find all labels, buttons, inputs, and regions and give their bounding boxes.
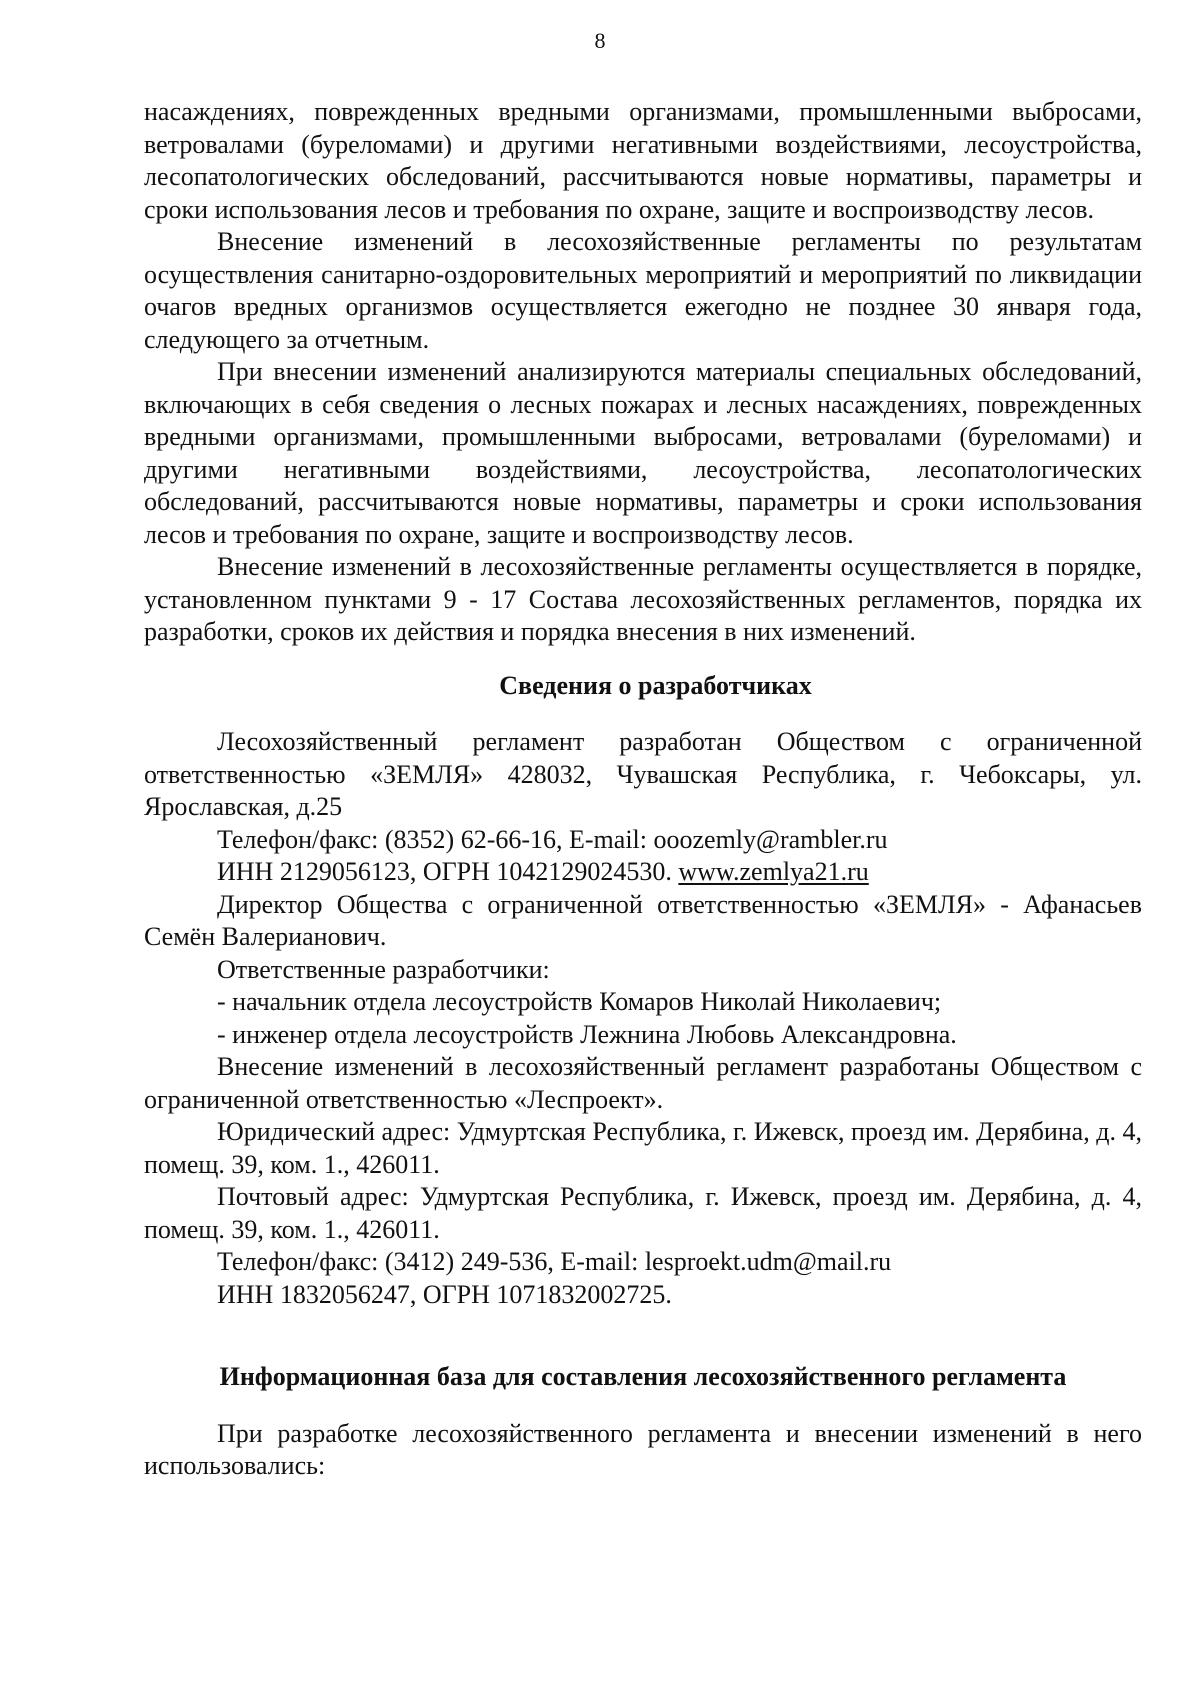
responsible-item: - начальник отдела лесоустройств Комаров Николай Николаевич; xyxy=(217,987,942,1016)
info-base-text: При разработке лесохозяйственного регламента и внесении изменений в него использовались: xyxy=(144,1418,1142,1480)
paragraph-sanitary-changes: Внесение изменений в лесохозяйственные регламенты по результатам осуществления санитарно-оздоровительных мероприятий и мероприятий по ликвидации очагов вредных организмов осуществляется ежегодно не позднее 30 января года, следующего за отчетным. xyxy=(144,227,1142,354)
section-heading-developers: Сведения о разработчиках xyxy=(499,670,812,700)
paragraph-procedure: Внесение изменений в лесохозяйственные регламенты осуществляется в порядке, установленном пунктами 9 - 17 Состава лесохозяйственных регламентов, порядка их разработки, сроков их действия и порядка внесения в них изменений. xyxy=(144,552,1142,646)
developer2-inn: ИНН 1832056247, ОГРН 1071832002725. xyxy=(217,1279,672,1309)
paragraph-analysis: При внесении изменений анализируются материалы специальных обследований, включающих в себя сведения о лесных пожарах и лесных насаждениях, поврежденных вредными организмами, промышленными выбросами, ветровалами (буреломами) и другими негативными воздействиями, лесоустройства, лесопатологических обследований, рассчитываются новые нормативы, параметры и сроки использования лесов и требования по охране, защите и воспроизводству лесов. xyxy=(144,357,1142,549)
website-link[interactable]: www.zemlya21.ru xyxy=(678,857,869,886)
developer2-phone: Телефон/факс: (3412) 249-536, E-mail: lesproekt.udm@mail.ru xyxy=(217,1247,892,1276)
responsible-label: Ответственные разработчики: xyxy=(217,954,550,984)
developer-intro: Лесохозяйственный регламент разработан Обществом с ограниченной ответственностью «ЗЕМЛЯ» 428032, Чувашская Республика, г. Чебоксары, ул. Ярославская, д.25 xyxy=(144,727,1142,821)
section-heading-info-base: Информационная база для составления лесохозяйственного регламента xyxy=(219,1362,1067,1391)
developer-inn: ИНН 2129056123, ОГРН 1042129024530. xyxy=(217,857,679,886)
developer-phone: Телефон/факс: (8352) 62-66-16, E-mail: ooozemly@rambler.ru xyxy=(217,824,888,854)
paragraph-continuation: насаждениях, поврежденных вредными организмами, промышленными выбросами, ветровалами (буреломами) и другими негативными воздействиями, лесоустройства, лесопатологических обследований, рассчитываются новые нормативы, параметры и сроки использования лесов и требования по охране, защите и воспроизводству лесов. xyxy=(144,97,1142,224)
developer-inn-line xyxy=(144,856,1142,889)
postal-address: Почтовый адрес: Удмуртская Республика, г. Ижевск, проезд им. Дерябина, д. 4, помещ. 39, ком. 1., 426011. xyxy=(144,1182,1142,1244)
developer-director: Директор Общества с ограниченной ответственностью «ЗЕМЛЯ» - Афанасьев Семён Валерианович. xyxy=(144,889,1142,951)
responsible-item: - инженер отдела лесоустройств Лежнина Любовь Александровна. xyxy=(217,1019,957,1049)
page-content xyxy=(144,96,1142,1483)
page-number: 8 xyxy=(594,28,606,53)
legal-address: Юридический адрес: Удмуртская Республика, г. Ижевск, проезд им. Дерябина, д. 4, помещ. 39, ком. 1., 426011. xyxy=(144,1117,1142,1179)
changes-developer: Внесение изменений в лесохозяйственный регламент разработаны Обществом с ограниченной ответственностью «Леспроект». xyxy=(144,1052,1142,1114)
